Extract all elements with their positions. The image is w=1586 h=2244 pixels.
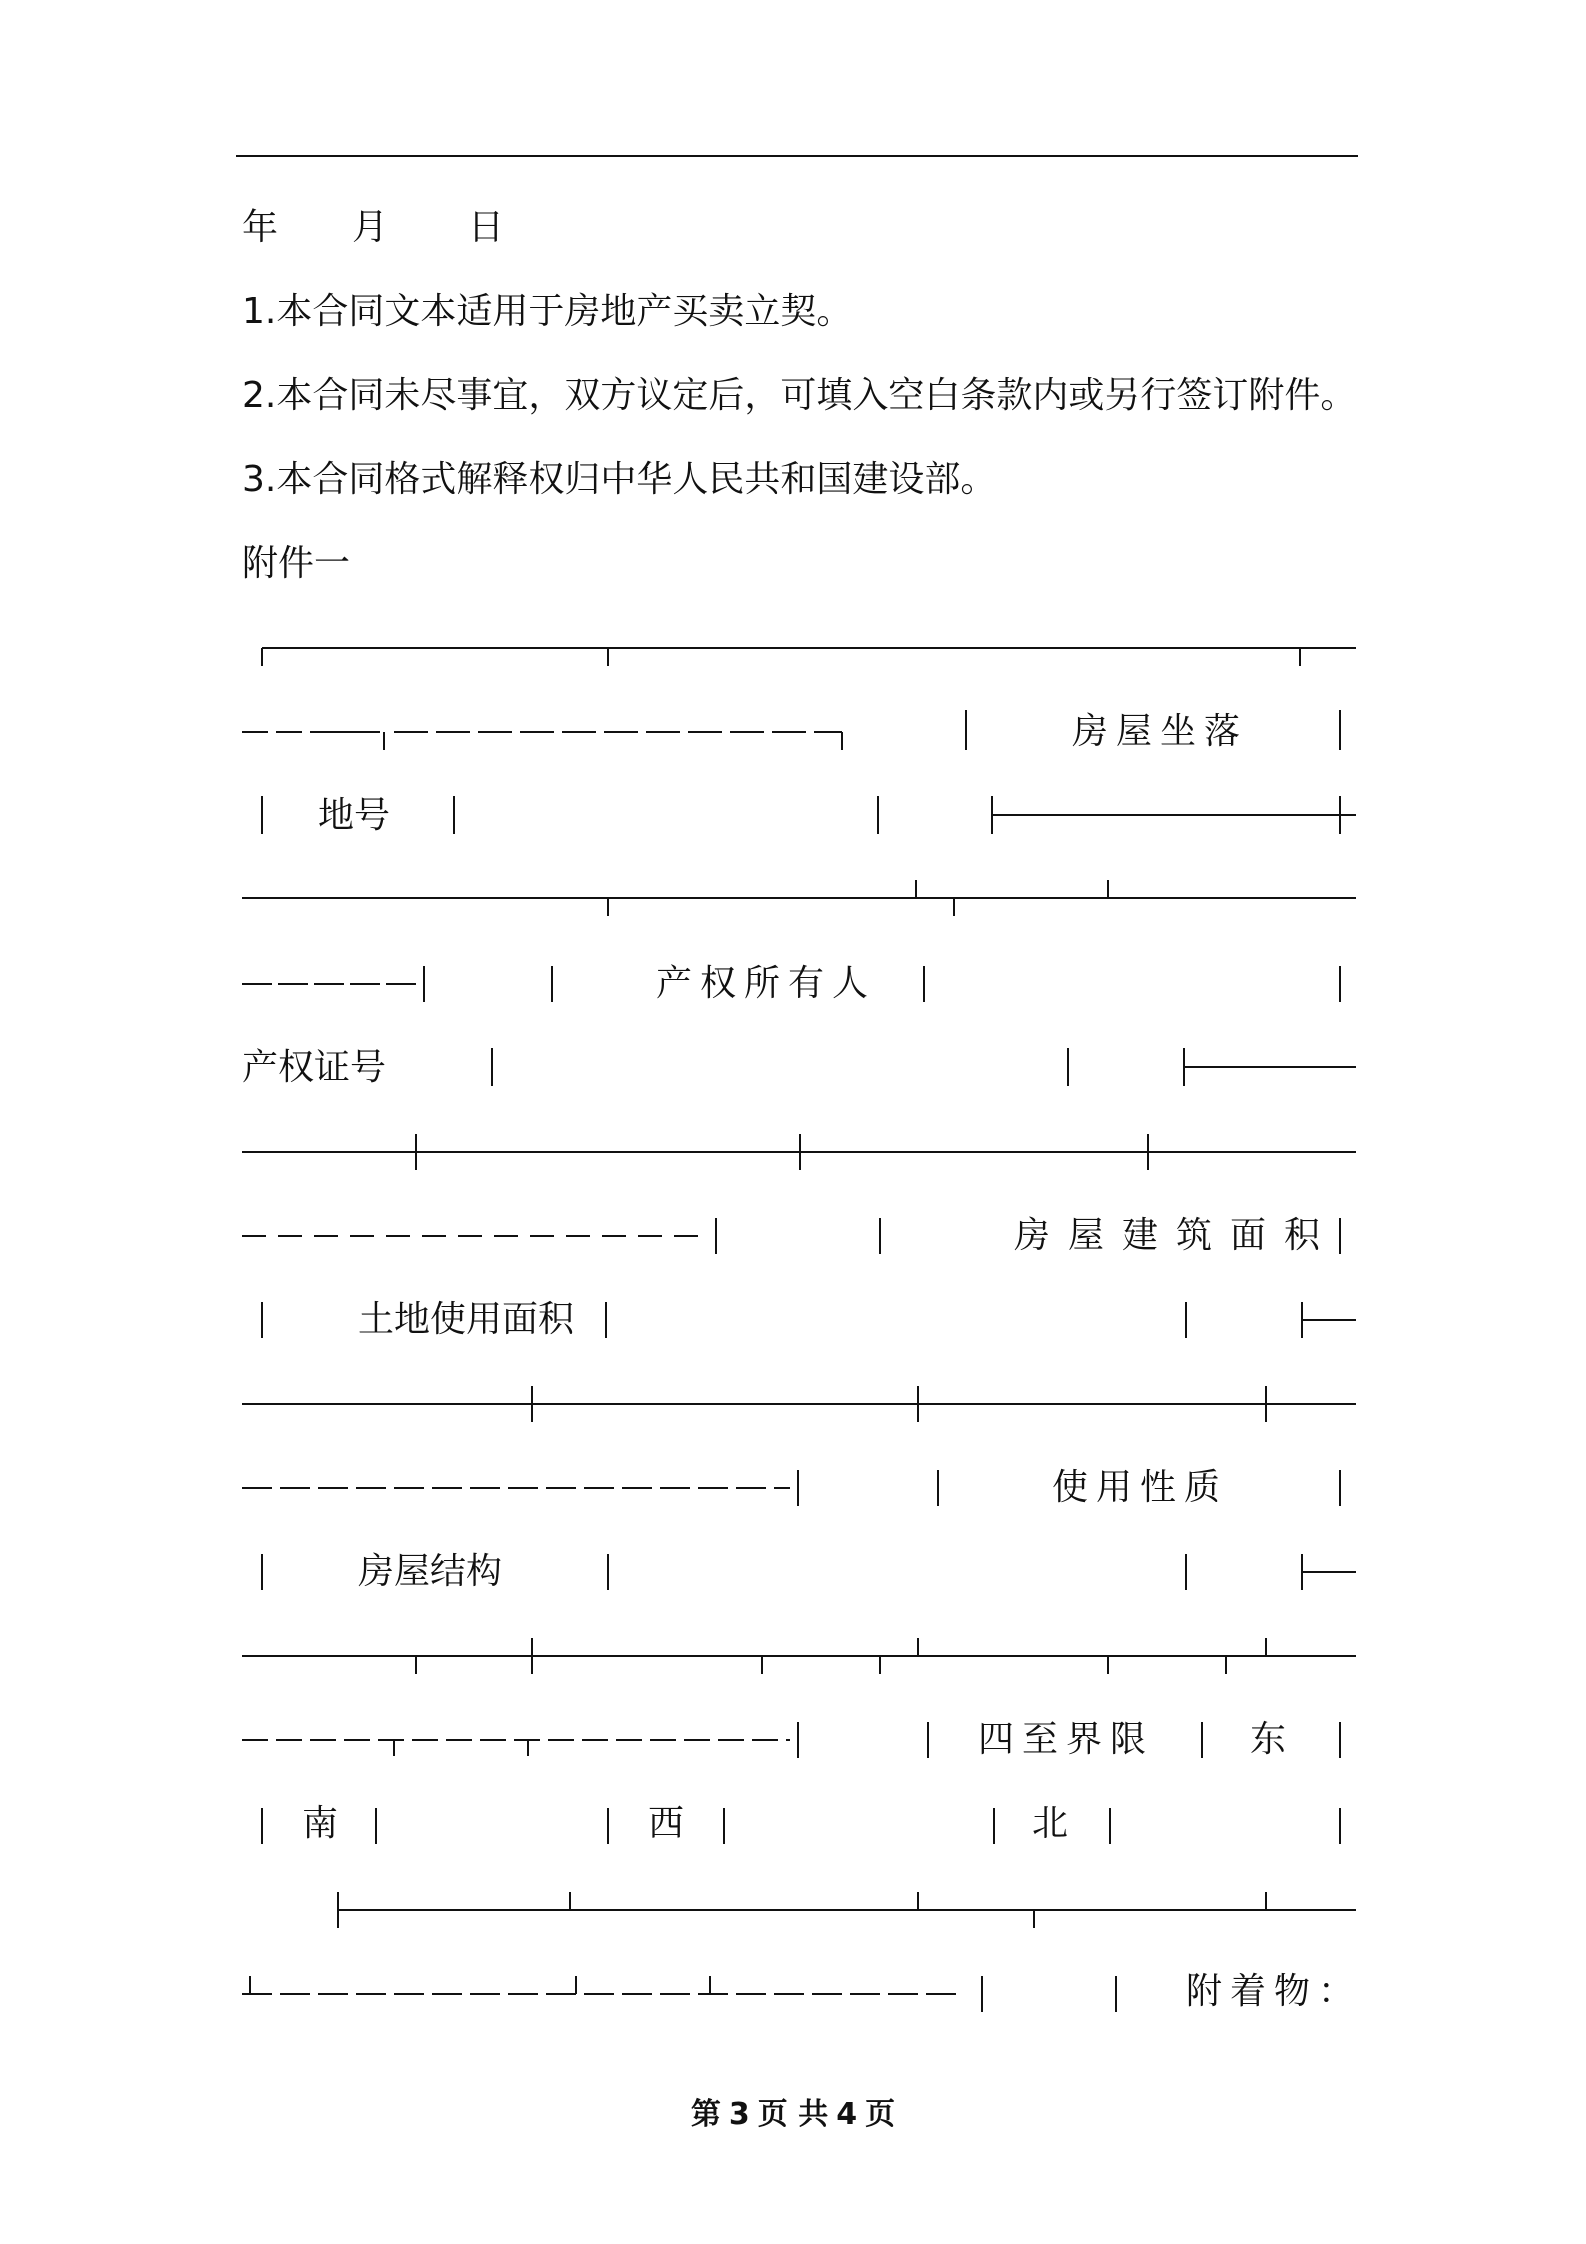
label-boundaries: 四至界限 [978,1719,1155,1760]
footer-suffix: 页 [865,2097,896,2132]
footer-mid: 页 共 [757,2097,829,2132]
label-owner: 产权所有人 [656,963,877,1004]
label-structure: 房屋结构 [358,1551,503,1592]
attachment-title: 附件一 [242,543,351,584]
label-land-area: 土地使用面积 [358,1299,575,1340]
note-1: 1.本合同文本适用于房地产买卖立契。 [242,291,853,332]
label-cert-no: 产权证号 [242,1047,387,1088]
label-lot-no: 地号 [318,795,391,836]
label-location: 房屋坐落 [1072,711,1249,752]
label-north: 北 [1032,1803,1069,1844]
footer-prefix: 第 [690,2097,721,2132]
note-2: 2.本合同未尽事宜，双方议定后，可填入空白条款内或另行签订附件。 [242,375,1357,416]
date-day: 日 [468,207,505,248]
label-use-nature: 使用性质 [1052,1467,1229,1508]
footer-page-number: 3 [728,2097,750,2132]
footer-total-pages: 4 [836,2097,858,2132]
label-building-area: 房屋建筑面积 [1014,1215,1339,1256]
date-year: 年 [242,207,279,248]
label-south: 南 [302,1803,339,1844]
page-footer [0,2095,1586,2135]
date-month: 月 [352,207,389,248]
note-3: 3.本合同格式解释权归中华人民共和国建设部。 [242,459,997,500]
label-east: 东 [1250,1719,1287,1760]
label-west: 西 [648,1803,685,1844]
label-attachments: 附着物： [1186,1971,1363,2012]
